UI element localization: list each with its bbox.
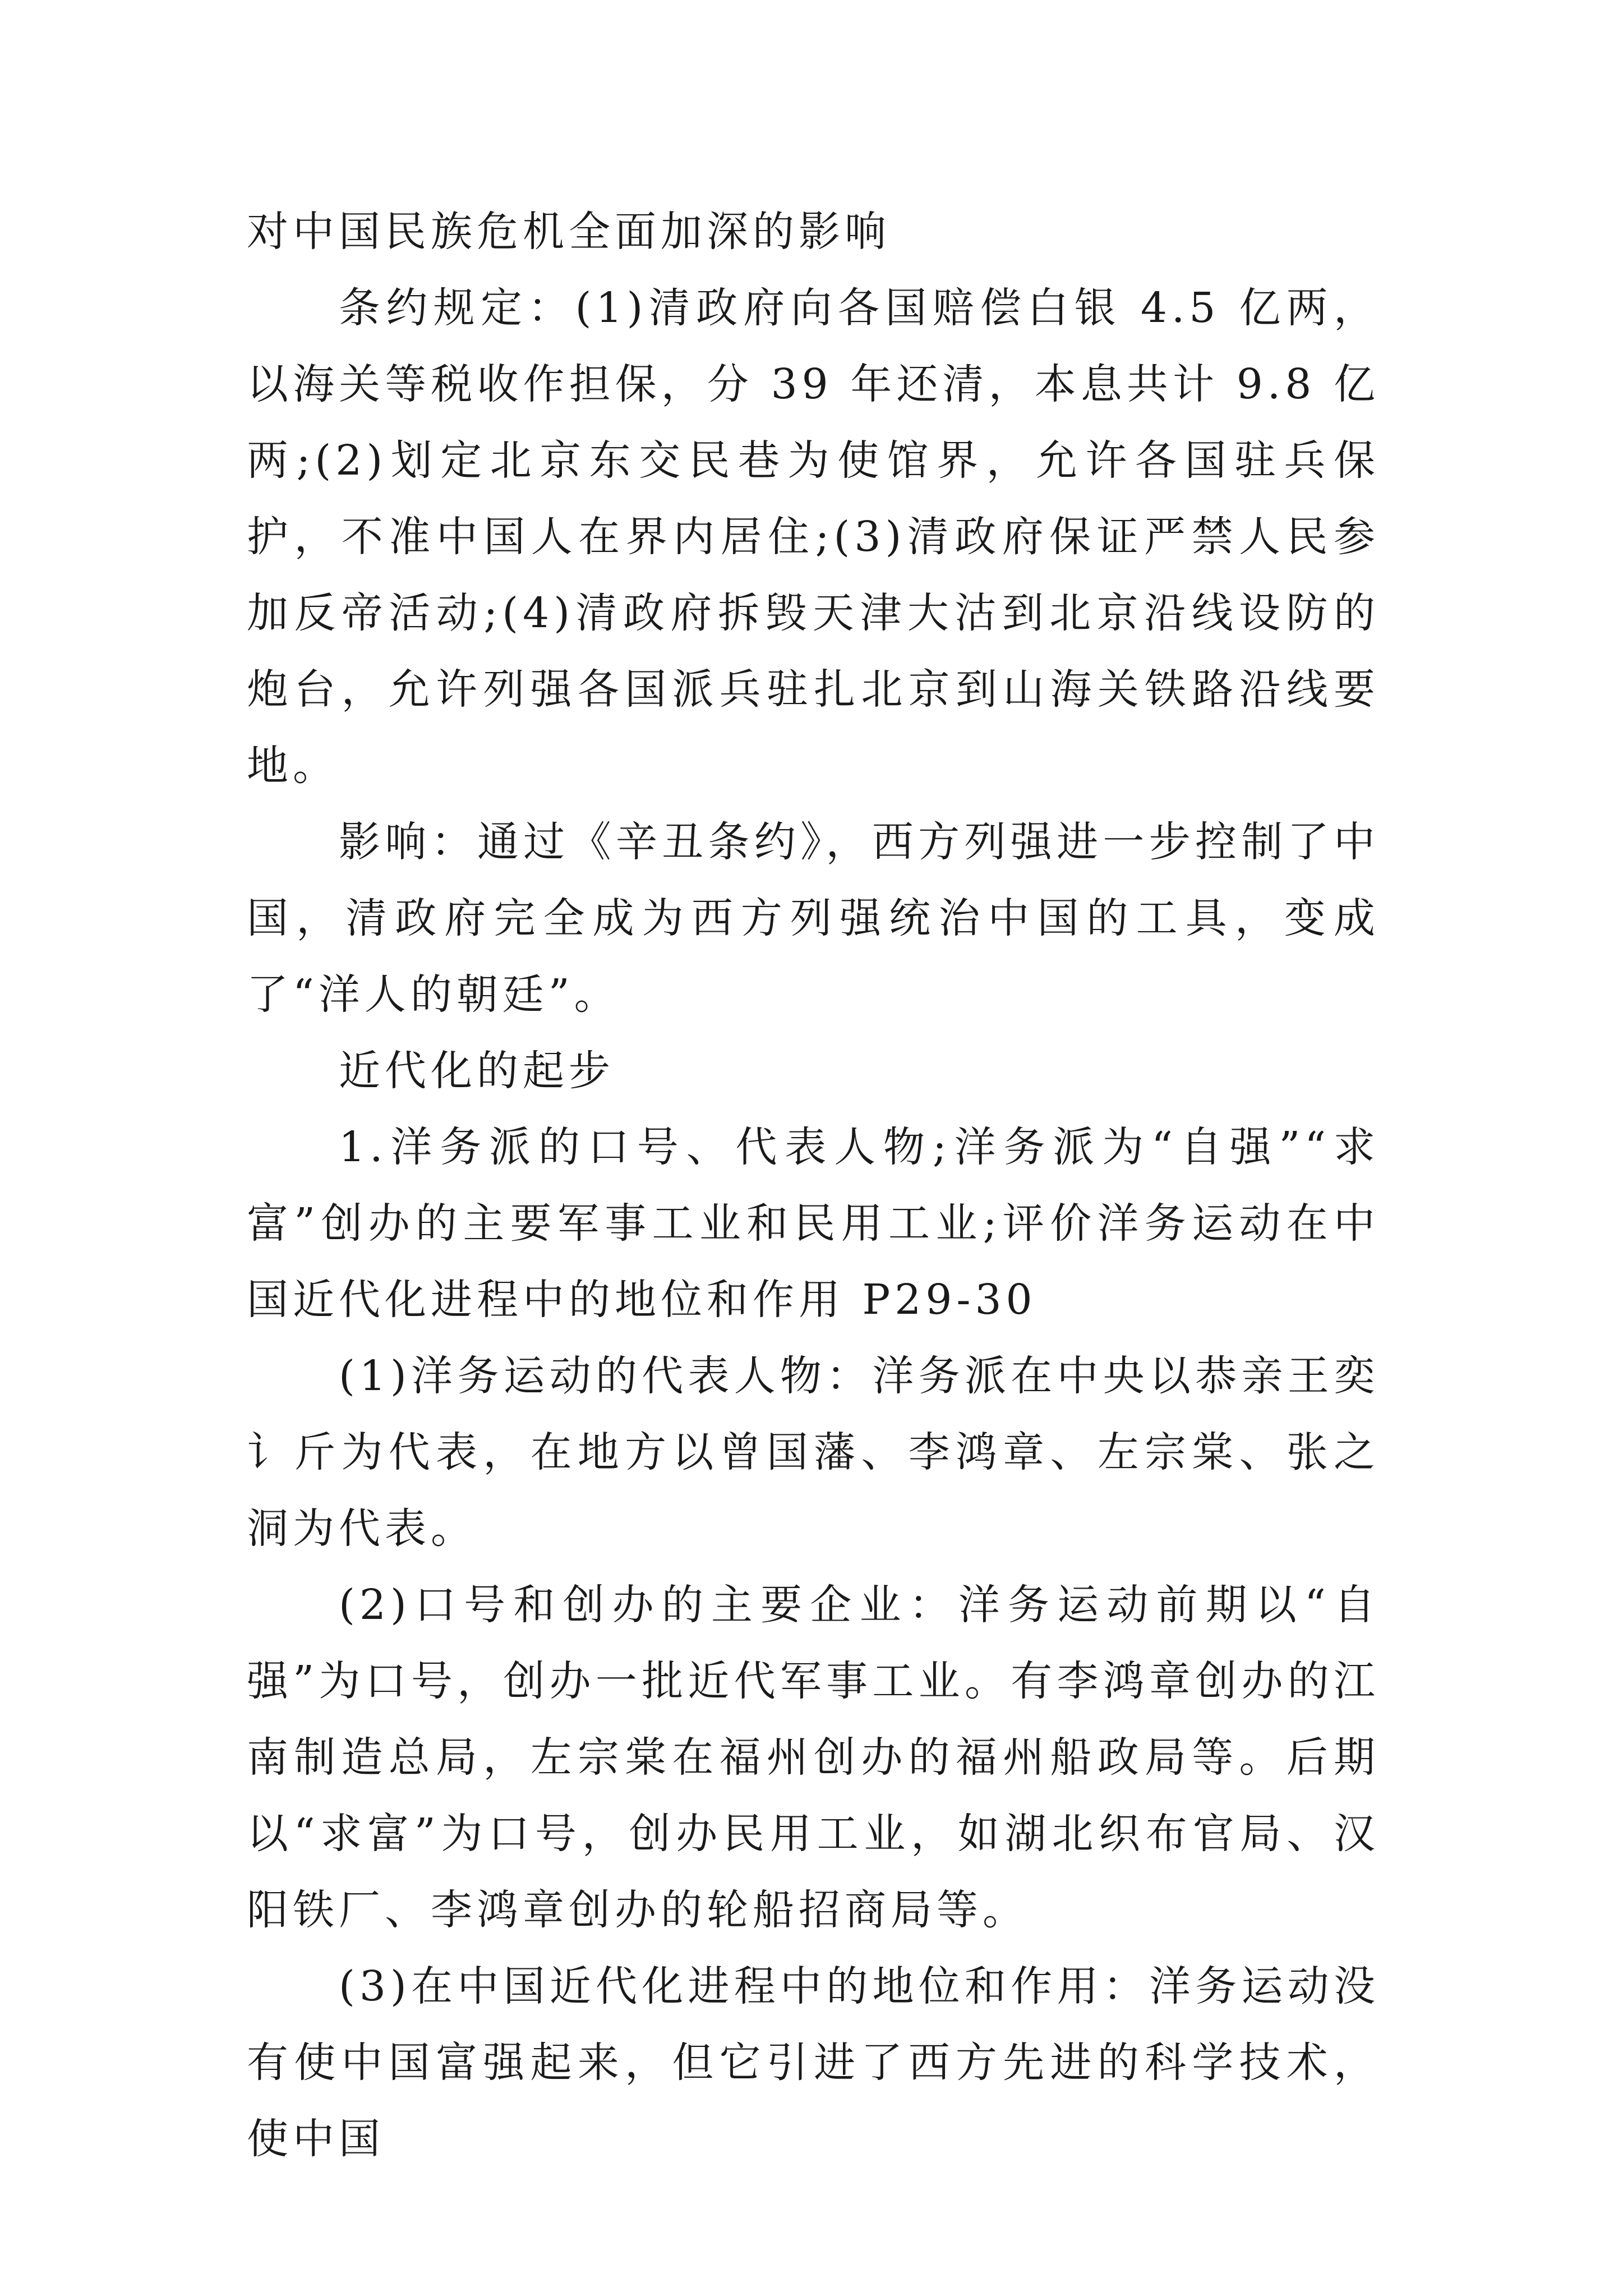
paragraph-representatives: (1)洋务运动的代表人物：洋务派在中央以恭亲王奕讠斤为代表，在地方以曾国藩、李鸿章、左宗棠、张之洞为代表。 [247, 1352, 1380, 1553]
paragraph-slogans-enterprises: (2)口号和创办的主要企业：洋务运动前期以“自强”为口号，创办一批近代军事工业。有李鸿章创办的江南制造总局，左宗棠在福州创办的福州船政局等。后期以“求富”为口号，创办民用工业，如湖北织布官局、汉阳铁厂、李鸿章创办的轮船招商局等。 [247, 1581, 1380, 1934]
paragraph-treaty-terms: 条约规定：(1)清政府向各国赔偿白银 4.5 亿两，以海关等税收作担保，分 39 年还清，本息共计 9.8 亿两;(2)划定北京东交民巷为使馆界，允许各国驻兵保护，不准中国人在界内居住;(3)清政府保证严禁人民参加反帝活动;(4)清政府拆毁天津大沽到北京沿线设防的炮台，允许列强各国派兵驻扎北京到山海关铁路沿线要地。 [247, 284, 1380, 790]
paragraph-heading-crisis: 对中国民族危机全面加深的影响 [247, 208, 891, 256]
paragraph-question-1: 1.洋务派的口号、代表人物;洋务派为“自强”“求富”创办的主要军事工业和民用工业;评价洋务运动在中国近代化进程中的地位和作用 P29-30 [247, 1123, 1380, 1324]
section-heading-modernization: 近代化的起步 [339, 1047, 615, 1095]
paragraph-treaty-impact: 影响：通过《辛丑条约》，西方列强进一步控制了中国，清政府完全成为西方列强统治中国的工具，变成了“洋人的朝廷”。 [247, 818, 1380, 1019]
paragraph-role-and-status: (3)在中国近代化进程中的地位和作用：洋务运动没有使中国富强起来，但它引进了西方先进的科学技术，使中国 [247, 1962, 1380, 2163]
document-body [247, 194, 1380, 2177]
